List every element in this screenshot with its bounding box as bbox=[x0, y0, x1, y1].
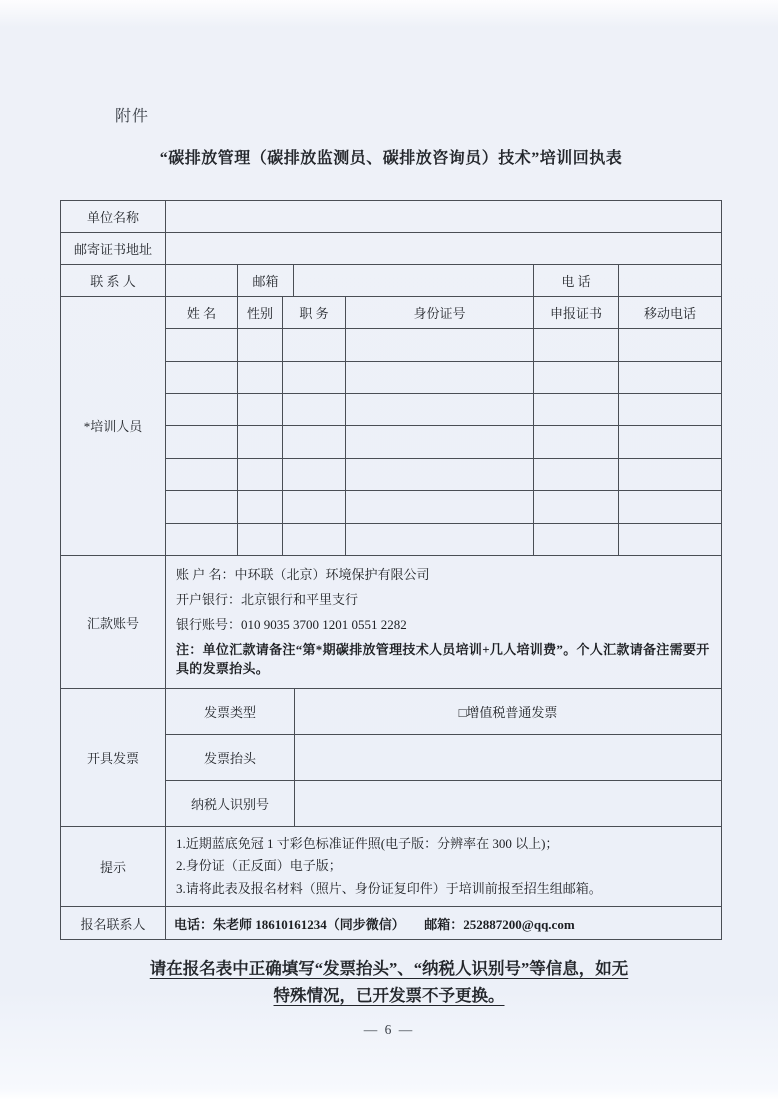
tip-line-1: 1.近期蓝底免冠 1 寸彩色标准证件照(电子版：分辨率在 300 以上)； bbox=[176, 835, 559, 851]
remittance-label: 汇款账号 bbox=[61, 556, 166, 689]
trainee-input-cell[interactable] bbox=[619, 394, 721, 426]
tips-band bbox=[61, 827, 721, 907]
registration-contact-band bbox=[61, 907, 721, 939]
taxpayer-id-field[interactable] bbox=[295, 781, 721, 827]
invoice-band bbox=[61, 689, 721, 827]
contact-row-band bbox=[61, 265, 721, 297]
trainee-input-cell[interactable] bbox=[346, 329, 534, 361]
trainee-input-cell[interactable] bbox=[238, 491, 283, 523]
training-reply-form-table bbox=[60, 200, 722, 940]
tip-line-2: 2.身份证（正反面）电子版； bbox=[176, 858, 342, 874]
mailing-address-label: 邮寄证书地址 bbox=[61, 233, 166, 265]
remittance-band bbox=[61, 556, 721, 689]
trainee-input-cell[interactable] bbox=[238, 426, 283, 458]
phone-field[interactable] bbox=[619, 265, 721, 297]
trainee-col-certificate: 申报证书 bbox=[534, 297, 619, 329]
trainee-input-cell[interactable] bbox=[346, 426, 534, 458]
footer-warning-line2: 特殊情况，已开发票不予更换。 bbox=[273, 986, 505, 1006]
registration-contact-info: 电话：朱老师 18610161234（同步微信） 邮箱：252887200@qq.com bbox=[174, 916, 575, 932]
trainee-input-cell[interactable] bbox=[238, 394, 283, 426]
trainee-input-cell[interactable] bbox=[166, 362, 238, 394]
email-label: 邮箱 bbox=[238, 265, 294, 297]
mailing-address-field[interactable] bbox=[166, 233, 721, 265]
trainee-input-cell[interactable] bbox=[346, 459, 534, 491]
trainee-input-cell[interactable] bbox=[534, 524, 619, 556]
trainee-input-cell[interactable] bbox=[346, 362, 534, 394]
unit-and-address-band bbox=[61, 201, 721, 265]
trainee-input-cell[interactable] bbox=[346, 524, 534, 556]
trainee-input-cell[interactable] bbox=[283, 426, 346, 458]
trainees-label: *培训人员 bbox=[61, 297, 166, 556]
tips-label: 提示 bbox=[61, 827, 166, 907]
trainee-input-cell[interactable] bbox=[534, 491, 619, 523]
trainee-input-cell[interactable] bbox=[619, 362, 721, 394]
contact-person-label: 联 系 人 bbox=[61, 265, 166, 297]
trainee-input-cell[interactable] bbox=[283, 394, 346, 426]
trainee-input-cell[interactable] bbox=[166, 394, 238, 426]
trainee-input-cell[interactable] bbox=[166, 426, 238, 458]
trainee-input-cell[interactable] bbox=[283, 459, 346, 491]
footer-warning-line1: 请在报名表中正确填写“发票抬头”、“纳税人识别号”等信息，如无 bbox=[149, 959, 629, 978]
attachment-label: 附件 bbox=[115, 108, 150, 125]
footer-warning bbox=[0, 955, 778, 1009]
tip-line-3: 3.请将此表及报名材料（照片、身份证复印件）于培训前报至招生组邮箱。 bbox=[176, 881, 602, 897]
trainee-input-cell[interactable] bbox=[619, 329, 721, 361]
page-title: “碳排放管理（碳排放监测员、碳排放咨询员）技术”培训回执表 bbox=[159, 150, 623, 167]
trainees-grid bbox=[61, 297, 721, 556]
invoice-label: 开具发票 bbox=[61, 689, 166, 827]
remittance-details bbox=[166, 556, 721, 689]
trainee-input-cell[interactable] bbox=[166, 524, 238, 556]
trainee-input-cell[interactable] bbox=[534, 394, 619, 426]
trainee-input-cell[interactable] bbox=[534, 459, 619, 491]
taxpayer-id-label: 纳税人识别号 bbox=[166, 781, 295, 827]
trainee-col-mobile: 移动电话 bbox=[619, 297, 721, 329]
invoice-type-checkbox-option[interactable]: □增值税普通发票 bbox=[295, 689, 721, 735]
trainee-input-cell[interactable] bbox=[238, 459, 283, 491]
page-number: — 6 — bbox=[363, 1022, 415, 1037]
trainee-input-cell[interactable] bbox=[619, 459, 721, 491]
trainee-input-cell[interactable] bbox=[238, 524, 283, 556]
trainee-input-cell[interactable] bbox=[534, 362, 619, 394]
trainee-input-cell[interactable] bbox=[619, 426, 721, 458]
trainee-input-cell[interactable] bbox=[619, 524, 721, 556]
trainee-col-id-number: 身份证号 bbox=[346, 297, 534, 329]
phone-label: 电 话 bbox=[534, 265, 619, 297]
trainee-input-cell[interactable] bbox=[534, 329, 619, 361]
trainee-input-cell[interactable] bbox=[534, 426, 619, 458]
remittance-account-number: 银行账号：010 9035 3700 1201 0551 2282 bbox=[176, 616, 407, 632]
trainee-input-cell[interactable] bbox=[346, 491, 534, 523]
remittance-note: 注：单位汇款请备注“第*期碳排放管理技术人员培训+几人培训费”。个人汇款请备注需要开具的发票抬头。 bbox=[176, 641, 710, 676]
trainee-input-cell[interactable] bbox=[346, 394, 534, 426]
trainee-col-position: 职 务 bbox=[283, 297, 346, 329]
email-field[interactable] bbox=[294, 265, 534, 297]
remittance-bank: 开户银行：北京银行和平里支行 bbox=[176, 591, 359, 607]
registration-contact-label: 报名联系人 bbox=[61, 907, 166, 939]
trainee-col-name: 姓 名 bbox=[166, 297, 238, 329]
trainee-input-cell[interactable] bbox=[283, 524, 346, 556]
invoice-title-label: 发票抬头 bbox=[166, 735, 295, 781]
trainee-input-cell[interactable] bbox=[619, 491, 721, 523]
trainee-input-cell[interactable] bbox=[238, 329, 283, 361]
trainee-input-cell[interactable] bbox=[166, 459, 238, 491]
unit-name-field[interactable] bbox=[166, 201, 721, 233]
remittance-account-name: 账 户 名：中环联（北京）环境保护有限公司 bbox=[176, 567, 430, 583]
trainee-input-cell[interactable] bbox=[283, 329, 346, 361]
trainee-input-cell[interactable] bbox=[283, 362, 346, 394]
trainee-input-cell[interactable] bbox=[166, 491, 238, 523]
trainee-input-cell[interactable] bbox=[283, 491, 346, 523]
unit-name-label: 单位名称 bbox=[61, 201, 166, 233]
trainee-col-gender: 性别 bbox=[238, 297, 283, 329]
invoice-title-field[interactable] bbox=[295, 735, 721, 781]
tips-content bbox=[166, 827, 721, 907]
contact-person-field[interactable] bbox=[166, 265, 238, 297]
invoice-type-label: 发票类型 bbox=[166, 689, 295, 735]
trainee-input-cell[interactable] bbox=[166, 329, 238, 361]
trainee-input-cell[interactable] bbox=[238, 362, 283, 394]
